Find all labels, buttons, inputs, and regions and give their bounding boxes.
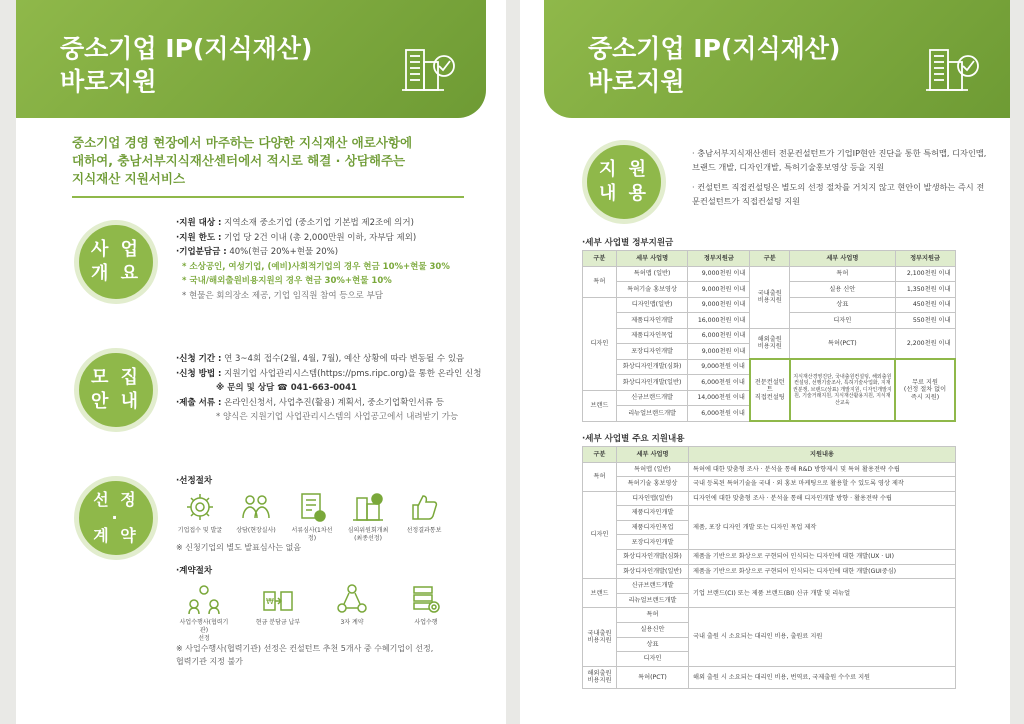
table-header-row: 구분 세부 사업명 정부지원금 구분 세부 사업명 정부지원금 [583, 251, 956, 267]
table-row: 포장디자인개발 [583, 535, 956, 550]
right-page [520, 0, 1010, 724]
building-check-icon [924, 40, 982, 96]
table-row: 제품디자인목업 6,000천원 이내 해외출원 비용지원 특허(PCT) 2,200천원 이내 [583, 328, 956, 344]
overview-badge: 사 업 개 요 [74, 220, 158, 304]
table-row: 화상디자인개발(심화) 제품을 기반으로 화상으로 구현되어 인식되는 디자인에 대한 개발(UX · UI) [583, 550, 956, 565]
table-row: 특허 특허맵 (일반) 특허에 대한 맞춤형 조사 · 분석을 통해 R&D 방향제시 및 특허 활용전략 수립 [583, 462, 956, 477]
table-row: 리뉴얼브랜드개발 6,000천원 이내 [583, 406, 956, 422]
table-row: 화상디자인개발(일반) 제품을 기반으로 화상으로 구현되어 인식되는 디자인에 대한 개발(GUI중심) [583, 564, 956, 579]
contract-step: 3자 계약 [324, 582, 380, 643]
table-row: 화상디자인개발(일반) 6,000천원 이내 [583, 375, 956, 391]
contract-title: ·계약절차 [176, 566, 213, 576]
table-row: 국내출원 비용지원 특허 국내 출원 시 소요되는 대리인 비용, 출원료 지원 [583, 608, 956, 623]
payment-icon [261, 582, 295, 616]
contract-steps [176, 582, 454, 643]
contract-step: ₩ 현금 분담금 납부 [250, 582, 306, 643]
thumbs-up-icon [407, 490, 441, 524]
subsidy-table [582, 250, 956, 422]
table-row: 리뉴얼브랜드개발 [583, 593, 956, 608]
table-header-row: 구분 세부 사업명 지원내용 [583, 447, 956, 463]
table-row: 상표 [583, 637, 956, 652]
table-row: 디자인 디자인맵(일반) 디자인에 대한 맞춤형 조사 · 분석을 통해 디자인개발 방향 · 활용전략 수립 [583, 491, 956, 506]
organization-icon [187, 582, 221, 616]
table-row: 화상디자인개발(심화) 9,000천원 이내 전문컨설턴트 직접컨설팅 지식재산경영진단, 국내출원컨설팅, 해외출원컨설팅, 선행기술조사, 특허기술사업화, 지재권분쟁, 브랜드(상표) 개발지원, 디자인개발지원, 기술거래지원, 지식재산활용지원, 지식재산교육 무료 지원 (선정 절차 없이 즉시 지원) [583, 359, 956, 375]
support-detail-table [582, 446, 956, 689]
recruit-badge: 모 집 안 내 [74, 348, 158, 432]
table-row: 특허기술 홍보영상 9,000천원 이내 실용 신안 1,350천원 이내 [583, 282, 956, 298]
selection-step: 상담(현장실사) [232, 490, 280, 543]
table-row: 해외출원 비용지원 특허(PCT) 해외 출원 시 소요되는 대리인 비용, 번역료, 국제출원 수수료 지원 [583, 666, 956, 688]
table-row: 실용신안 [583, 623, 956, 638]
committee-building-icon [351, 490, 385, 524]
selection-note: ※ 신청기업의 별도 발표심사는 없음 [176, 543, 302, 552]
page-title: 중소기업 IP(지식재산) 바로지원 [60, 34, 313, 96]
support-description: · 충남서부지식재산센터 전문컨설턴트가 기업IP현안 진단을 통한 특허맵, 디자인맵, 브랜드 개발, 디자인개발, 특허기술홍보영상 등을 지원 · 컨설턴트 직접컨설팅은 별도의 선정 절차를 거치지 않고 현안이 발생하는 즉시 전문컨설턴트가 직접컨설팅 지원 [692, 148, 987, 206]
table-row: 특허기술 홍보영상 국내 등록된 특허기술을 국내 · 외 홍보 마케팅으로 활용할 수 있도록 영상 제작 [583, 477, 956, 492]
page-title: 중소기업 IP(지식재산) 바로지원 [588, 34, 841, 96]
title-banner [16, 0, 486, 118]
table1-title: ·세부 사업별 정부지원금 [582, 238, 674, 248]
table-row: 제품디자인개발 제품, 포장 디자인 개발 또는 디자인 목업 제작 [583, 506, 956, 521]
selection-steps [176, 490, 448, 543]
table-row: 제품디자인개발 16,000천원 이내 디자인 550천원 이내 [583, 313, 956, 329]
server-gear-icon [409, 582, 443, 616]
selection-step: 심의위원회개최 (최종선정) [344, 490, 392, 543]
contract-note: ※ 사업수행사(협력기관) 선정은 컨설턴트 추천 5개사 중 수혜기업이 선정, 협력기관 지정 불가 [176, 644, 434, 666]
left-page [16, 0, 506, 724]
table2-title: ·세부 사업별 주요 지원내용 [582, 434, 685, 444]
consult-people-icon [239, 490, 273, 524]
three-party-icon [335, 582, 369, 616]
table-row: 포장디자인개발 9,000천원 이내 [583, 344, 956, 360]
contract-badge: 선 정 · 계 약 [74, 476, 158, 560]
overview-info: ·지원 대상 : 지역소재 중소기업 (중소기업 기본법 제2조에 의거) ·지원 한도 : 기업 당 2건 이내 (총 2,000만원 이하, 자부담 제외) ·기업분담금 : 40%(현금 20%+현물 20%) * 소상공인, 여성기업, (예비)사회적기업의 경우 현금 10%+현물 30% * 국내/해외출원비용지원의 경우 현금 30%+현물 10% * 현물은 회의장소 제공, 기업 임직원 참여 등으로 부담 [176, 218, 450, 301]
selection-title: ·선정절차 [176, 476, 213, 486]
gear-doc-icon [183, 490, 217, 524]
support-badge: 지 원 내 용 [582, 140, 666, 224]
title-banner [544, 0, 1010, 118]
table-row: 특허 특허맵 (일반) 9,000천원 이내 국내출원 비용지원 특허 2,100천원 이내 [583, 266, 956, 282]
table-row: 브랜드 신규브랜드개발 기업 브랜드(CI) 또는 제품 브랜드(BI) 신규 개발 및 리뉴얼 [583, 579, 956, 594]
recruit-info: ·신청 기간 : 연 3~4회 접수(2월, 4월, 7월), 예산 상황에 따라 변동될 수 있음 ·신청 방법 : 지원기업 사업관리시스템(https://pms.ripc.org)을 통한 온라인 신청 ※ 문의 및 상담 ☎ 041-663-0041 ·제출 서류 : 온라인신청서, 사업추진(활용) 계획서, 중소기업확인서류 등 * 양식은 지원기업 사업관리시스템의 사업공고에서 내려받기 가능 [176, 354, 482, 422]
building-check-icon [400, 40, 458, 96]
table-row: 디자인 [583, 652, 956, 667]
selection-step: 기업접수 및 발굴 [176, 490, 224, 543]
table-row: 디자인 디자인맵(일반) 9,000천원 이내 상표 450천원 이내 [583, 297, 956, 313]
contract-step: 사업수행 [398, 582, 454, 643]
svg-text:₩: ₩ [266, 597, 274, 606]
selection-step: 선정결과통보 [400, 490, 448, 543]
intro-text: 중소기업 경영 현장에서 마주하는 다양한 지식재산 애로사항에 대하여, 충남서부지식재산센터에서 적시로 해결 · 상담해주는 지식재산 지원서비스 [72, 134, 464, 198]
selection-step: 서류심사(1차선정) [288, 490, 336, 543]
contract-step: 사업수행사(협력기관) 선정 [176, 582, 232, 643]
document-check-icon [295, 490, 329, 524]
table-row: 브랜드 신규브랜드개발 14,000천원 이내 [583, 390, 956, 406]
table-row: 제품디자인목업 [583, 520, 956, 535]
